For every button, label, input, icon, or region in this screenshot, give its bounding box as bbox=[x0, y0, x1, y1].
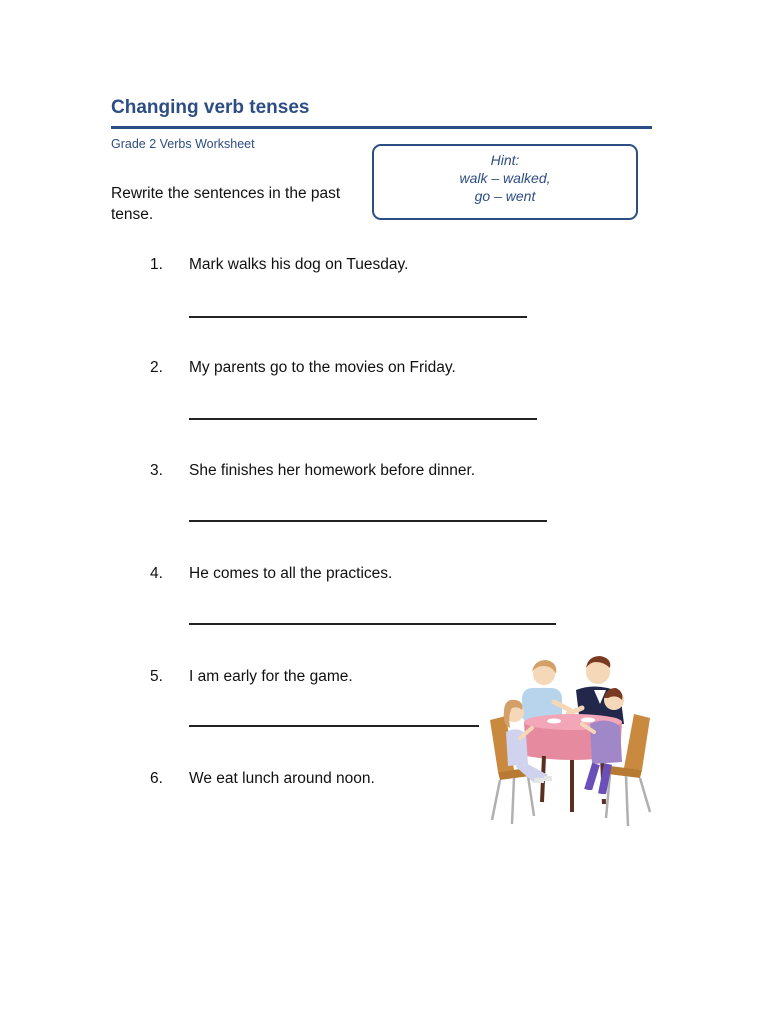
question-text: She finishes her homework before dinner. bbox=[189, 462, 476, 479]
question-number: 2. bbox=[150, 359, 163, 376]
title-divider bbox=[111, 126, 652, 129]
question-number: 5. bbox=[150, 668, 163, 685]
family-dinner-table-illustration bbox=[484, 652, 660, 828]
hint-line-2: go – went bbox=[474, 188, 536, 204]
hint-box bbox=[372, 144, 638, 220]
question-number: 4. bbox=[150, 565, 163, 582]
answer-line-4[interactable] bbox=[189, 623, 556, 625]
page-title: Changing verb tenses bbox=[111, 97, 310, 118]
answer-line-2[interactable] bbox=[189, 418, 537, 420]
question-number: 3. bbox=[150, 462, 163, 479]
answer-line-1[interactable] bbox=[189, 316, 527, 318]
hint-label: Hint: bbox=[490, 152, 520, 168]
question-number: 1. bbox=[150, 256, 163, 273]
question-text: He comes to all the practices. bbox=[189, 565, 393, 582]
hint-line-1: walk – walked, bbox=[459, 170, 551, 186]
worksheet-subtitle: Grade 2 Verbs Worksheet bbox=[111, 137, 255, 151]
instructions: Rewrite the sentences in the past tense. bbox=[111, 185, 341, 223]
answer-line-3[interactable] bbox=[189, 520, 547, 522]
question-text: We eat lunch around noon. bbox=[189, 770, 375, 787]
question-text: My parents go to the movies on Friday. bbox=[189, 359, 456, 376]
answer-line-5[interactable] bbox=[189, 725, 479, 727]
question-text: I am early for the game. bbox=[189, 668, 353, 685]
question-text: Mark walks his dog on Tuesday. bbox=[189, 256, 409, 273]
question-number: 6. bbox=[150, 770, 163, 787]
